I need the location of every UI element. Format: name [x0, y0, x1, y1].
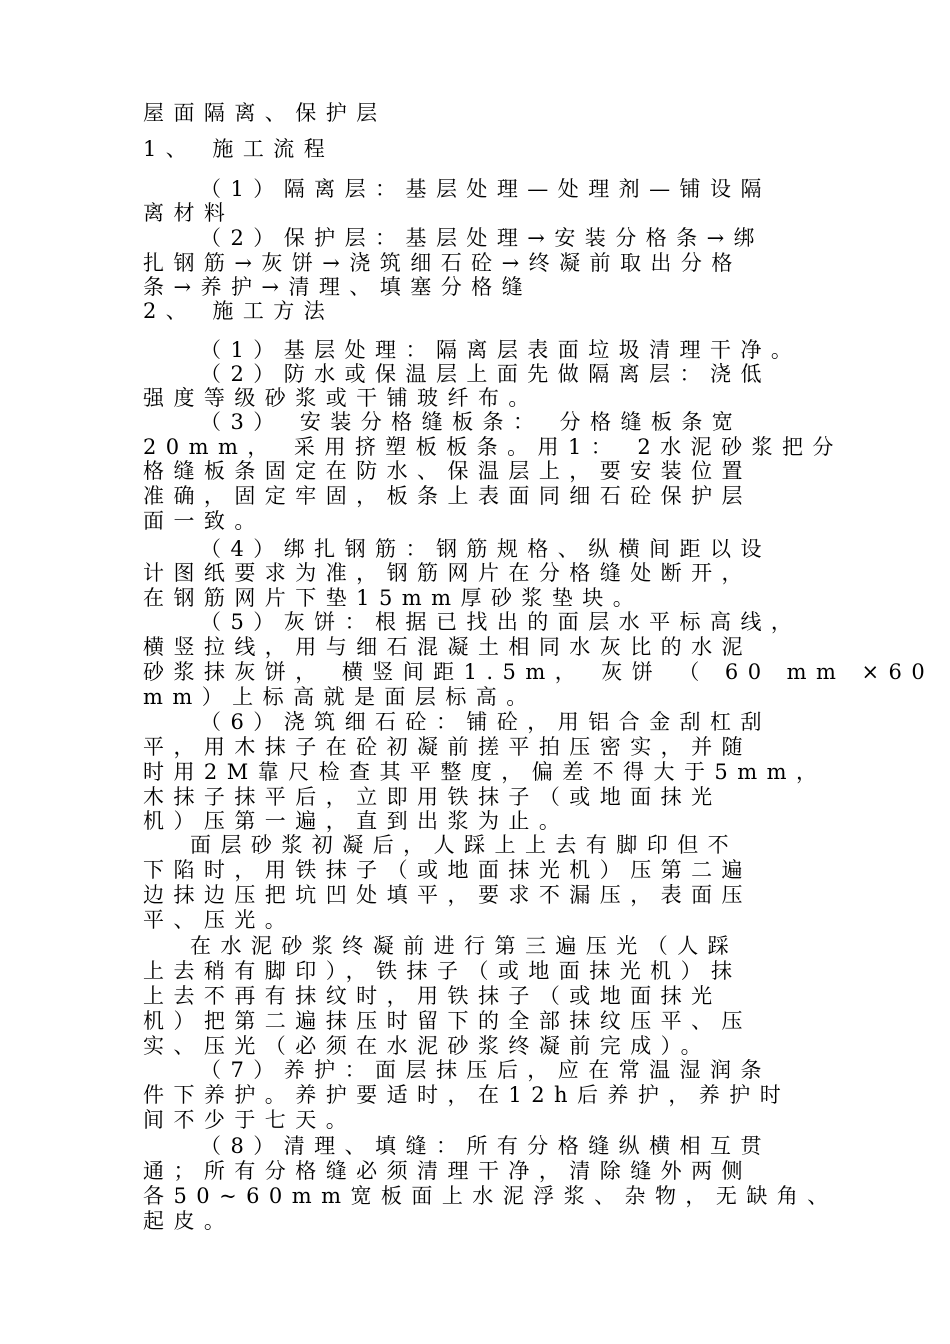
text-line: 木抹子抹平后，立即用铁抹子（或地面抹光 — [143, 785, 722, 809]
text-line: 离材料 — [143, 201, 235, 225]
text-line: 强度等级砂浆或干铺玻纤布。 — [143, 386, 539, 410]
text-line: 下陷时，用铁抹子（或地面抹光机）压第二遍 — [143, 858, 752, 882]
document-title: 屋面隔离、保护层 — [143, 101, 387, 125]
text-line: （1）基层处理：隔离层表面垃圾清理干净。 — [200, 338, 802, 362]
text-line: 准确，固定牢固，板条上表面同细石砼保护层 — [143, 484, 752, 508]
text-line: （3） 安装分格缝板条： 分格缝板条宽 — [200, 410, 743, 434]
text-line: 在水泥砂浆终凝前进行第三遍压光（人踩 — [190, 934, 739, 958]
text-line: 条→养护→清理、填塞分格缝 — [143, 275, 533, 299]
text-line: 格缝板条固定在防水、保温层上，要安装位置 — [143, 459, 752, 483]
text-line: 平、压光。 — [143, 908, 296, 932]
text-line: 平，用木抹子在砼初凝前搓平拍压密实，并随 — [143, 735, 752, 759]
text-line: 上去不再有抹纹时，用铁抹子（或地面抹光 — [143, 984, 722, 1008]
text-line: （2）保护层：基层处理→安装分格条→绑 — [200, 226, 765, 250]
text-line: 机）把第二遍抹压时留下的全部抹纹压平、压 — [143, 1009, 752, 1033]
text-line: 面一致。 — [143, 509, 265, 533]
text-line: 砂浆抹灰饼， 横竖间距1.5m， 灰饼 （ 60 mm ×60 — [143, 660, 935, 684]
text-line: 件下养护。养护要适时，在12h后养护，养护时 — [143, 1083, 791, 1107]
text-line: 通；所有分格缝必须清理干净，清除缝外两侧 — [143, 1159, 752, 1183]
text-line: 间不少于七天。 — [143, 1108, 357, 1132]
text-line: 计图纸要求为准，钢筋网片在分格缝处断开， — [143, 561, 752, 585]
text-line: 起皮。 — [143, 1209, 235, 1233]
text-line: 在钢筋网片下垫15mm厚砂浆垫块。 — [143, 586, 644, 610]
text-line: （4）绑扎钢筋：钢筋规格、纵横间距以设 — [200, 537, 771, 561]
text-line: 横竖拉线，用与细石混凝土相同水灰比的水泥 — [143, 635, 752, 659]
text-line: 面层砂浆初凝后，人踩上上去有脚印但不 — [190, 833, 739, 857]
text-line: 上去稍有脚印），铁抹子（或地面抹光机）抹 — [143, 959, 742, 983]
text-line: 20mm， 采用挤塑板板条。用1： 2水泥砂浆把分 — [143, 435, 843, 459]
text-line: （8）清理、填缝：所有分格缝纵横相互贯 — [200, 1134, 771, 1158]
text-line: （2）防水或保温层上面先做隔离层：浇低 — [200, 362, 771, 386]
text-line: （5）灰饼：根据已找出的面层水平标高线， — [200, 610, 802, 634]
text-line: 2、 施工方法 — [143, 299, 335, 323]
text-line: 1、 施工流程 — [143, 137, 335, 161]
text-line: mm）上标高就是面层标高。 — [143, 685, 537, 709]
text-line: 机）压第一遍，直到出浆为止。 — [143, 809, 570, 833]
text-line: 实、压光（必须在水泥砂浆终凝前完成）。 — [143, 1034, 712, 1058]
text-line: （7）养护：面层抹压后，应在常温湿润条 — [200, 1058, 771, 1082]
text-line: （1）隔离层：基层处理—处理剂—铺设隔 — [200, 177, 771, 201]
text-line: 各50~60mm宽板面上水泥浮浆、杂物，无缺角、 — [143, 1184, 838, 1208]
text-line: 边抹边压把坑凹处填平，要求不漏压，表面压 — [143, 883, 752, 907]
text-line: 扎钢筋→灰饼→浇筑细石砼→终凝前取出分格 — [143, 251, 742, 275]
text-line: （6）浇筑细石砼：铺砼，用铝合金刮杠刮 — [200, 710, 771, 734]
text-line: 时用2M靠尺检查其平整度，偏差不得大于5mm， — [143, 760, 827, 784]
